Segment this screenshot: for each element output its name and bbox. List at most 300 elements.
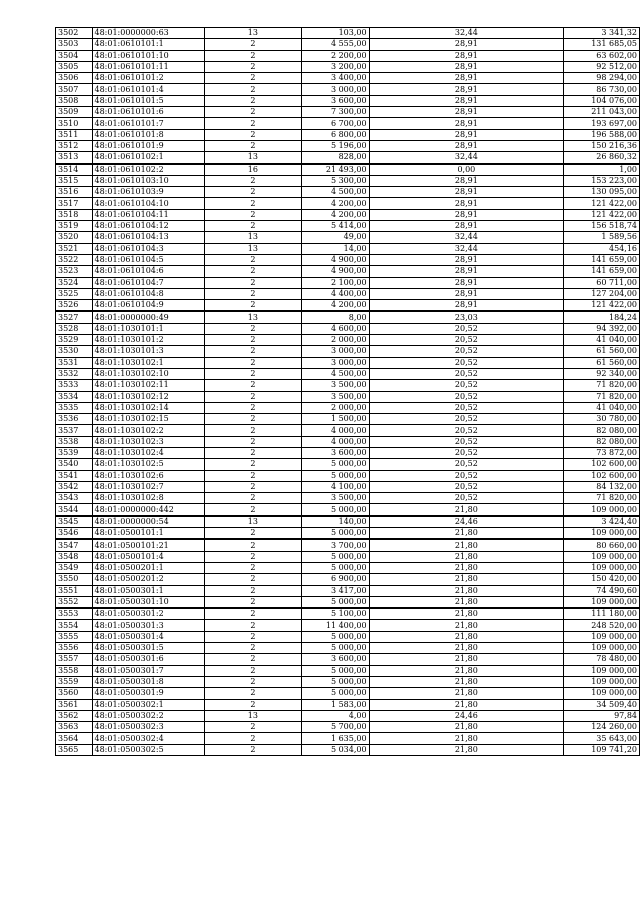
area-value-cell: 5 000,00 xyxy=(301,551,369,562)
table-row xyxy=(56,254,640,265)
row-number-cell: 3550 xyxy=(56,574,93,585)
cadastral-value-cell: 92 512,00 xyxy=(564,61,640,72)
cadastral-value-cell: 35 643,00 xyxy=(564,733,640,744)
cadastral-value-cell: 127 204,00 xyxy=(564,288,640,299)
row-number-cell: 3533 xyxy=(56,380,93,391)
cadastral-number-cell: 48:01:1030102:15 xyxy=(92,414,205,425)
cadastral-number-cell: 48:01:1030102:12 xyxy=(92,391,205,402)
table-row xyxy=(56,402,640,413)
area-value-cell: 828,00 xyxy=(301,152,369,164)
area-value-cell: 3 500,00 xyxy=(301,391,369,402)
row-number-cell: 3558 xyxy=(56,665,93,676)
cadastral-value-cell: 109 000,00 xyxy=(564,631,640,642)
specific-value-cell: 20,52 xyxy=(369,436,564,447)
specific-value-cell: 28,91 xyxy=(369,175,564,186)
row-number-cell: 3535 xyxy=(56,402,93,413)
row-number-cell: 3562 xyxy=(56,710,93,721)
land-category-cell: 2 xyxy=(205,254,301,265)
cadastral-value-cell: 30 780,00 xyxy=(564,414,640,425)
row-number-cell: 3541 xyxy=(56,470,93,481)
specific-value-cell: 21,80 xyxy=(369,608,564,620)
land-category-cell: 2 xyxy=(205,266,301,277)
cadastral-value-cell: 74 490,60 xyxy=(564,585,640,596)
area-value-cell: 21 493,00 xyxy=(301,164,369,176)
cadastral-value-cell: 102 600,00 xyxy=(564,470,640,481)
land-category-cell: 2 xyxy=(205,688,301,699)
cadastral-number-cell: 48:01:0610103:10 xyxy=(92,175,205,186)
specific-value-cell: 20,52 xyxy=(369,323,564,334)
table-row xyxy=(56,551,640,562)
cadastral-number-cell: 48:01:0610101:11 xyxy=(92,61,205,72)
cadastral-number-cell: 48:01:1030102:4 xyxy=(92,447,205,458)
specific-value-cell: 21,80 xyxy=(369,699,564,710)
cadastral-number-cell: 48:01:0610104:9 xyxy=(92,300,205,312)
area-value-cell: 4 400,00 xyxy=(301,288,369,299)
area-value-cell: 3 600,00 xyxy=(301,447,369,458)
land-category-cell: 2 xyxy=(205,368,301,379)
table-row xyxy=(56,277,640,288)
cadastral-value-cell: 109 000,00 xyxy=(564,504,640,516)
table-row xyxy=(56,710,640,721)
row-number-cell: 3539 xyxy=(56,447,93,458)
row-number-cell: 3509 xyxy=(56,107,93,118)
specific-value-cell: 20,52 xyxy=(369,391,564,402)
table-row xyxy=(56,620,640,631)
specific-value-cell: 21,80 xyxy=(369,688,564,699)
cadastral-number-cell: 48:01:0610104:12 xyxy=(92,221,205,232)
row-number-cell: 3565 xyxy=(56,744,93,755)
row-number-cell: 3542 xyxy=(56,481,93,492)
cadastral-value-cell: 130 095,00 xyxy=(564,187,640,198)
land-category-cell: 13 xyxy=(205,28,301,39)
cadastral-value-cell: 3 424,40 xyxy=(564,516,640,528)
area-value-cell: 4 500,00 xyxy=(301,187,369,198)
row-number-cell: 3502 xyxy=(56,28,93,39)
land-category-cell: 2 xyxy=(205,608,301,620)
row-number-cell: 3549 xyxy=(56,562,93,573)
table-row xyxy=(56,391,640,402)
cadastral-value-cell: 193 697,00 xyxy=(564,118,640,129)
table-row xyxy=(56,84,640,95)
land-category-cell: 2 xyxy=(205,481,301,492)
cadastral-number-cell: 48:01:0500301:9 xyxy=(92,688,205,699)
table-row xyxy=(56,733,640,744)
cadastral-number-cell: 48:01:0500301:3 xyxy=(92,620,205,631)
cadastral-value-cell: 109 000,00 xyxy=(564,665,640,676)
cadastral-value-cell: 121 422,00 xyxy=(564,198,640,209)
specific-value-cell: 28,91 xyxy=(369,107,564,118)
land-category-cell: 2 xyxy=(205,140,301,151)
row-number-cell: 3503 xyxy=(56,39,93,50)
specific-value-cell: 21,80 xyxy=(369,676,564,687)
area-value-cell: 4 900,00 xyxy=(301,266,369,277)
area-value-cell: 1 583,00 xyxy=(301,699,369,710)
cadastral-number-cell: 48:01:1030102:11 xyxy=(92,380,205,391)
cadastral-value-cell: 150 216,36 xyxy=(564,140,640,151)
specific-value-cell: 21,80 xyxy=(369,528,564,540)
cadastral-value-cell: 121 422,00 xyxy=(564,300,640,312)
area-value-cell: 49,00 xyxy=(301,232,369,243)
land-category-cell: 2 xyxy=(205,288,301,299)
row-number-cell: 3540 xyxy=(56,459,93,470)
land-category-cell: 2 xyxy=(205,209,301,220)
cadastral-value-cell: 71 820,00 xyxy=(564,380,640,391)
cadastral-value-cell: 109 741,20 xyxy=(564,744,640,755)
table-row xyxy=(56,243,640,254)
table-row xyxy=(56,459,640,470)
specific-value-cell: 21,80 xyxy=(369,504,564,516)
row-number-cell: 3516 xyxy=(56,187,93,198)
cadastral-number-cell: 48:01:0610104:10 xyxy=(92,198,205,209)
row-number-cell: 3510 xyxy=(56,118,93,129)
area-value-cell: 2 000,00 xyxy=(301,402,369,413)
row-number-cell: 3508 xyxy=(56,95,93,106)
specific-value-cell: 28,91 xyxy=(369,50,564,61)
row-number-cell: 3517 xyxy=(56,198,93,209)
land-category-cell: 2 xyxy=(205,620,301,631)
row-number-cell: 3546 xyxy=(56,528,93,540)
area-value-cell: 4 100,00 xyxy=(301,481,369,492)
area-value-cell: 5 034,00 xyxy=(301,744,369,755)
specific-value-cell: 21,80 xyxy=(369,574,564,585)
land-category-cell: 13 xyxy=(205,243,301,254)
row-number-cell: 3504 xyxy=(56,50,93,61)
land-category-cell: 2 xyxy=(205,414,301,425)
land-category-cell: 2 xyxy=(205,73,301,84)
land-category-cell: 2 xyxy=(205,95,301,106)
cadastral-number-cell: 48:01:0610102:2 xyxy=(92,164,205,176)
table-row xyxy=(56,688,640,699)
specific-value-cell: 28,91 xyxy=(369,300,564,312)
specific-value-cell: 21,80 xyxy=(369,620,564,631)
row-number-cell: 3530 xyxy=(56,346,93,357)
cadastral-number-cell: 48:01:0500301:10 xyxy=(92,596,205,608)
area-value-cell: 5 000,00 xyxy=(301,528,369,540)
table-row xyxy=(56,516,640,528)
land-category-cell: 2 xyxy=(205,699,301,710)
area-value-cell: 3 000,00 xyxy=(301,357,369,368)
cadastral-number-cell: 48:01:0000000:54 xyxy=(92,516,205,528)
row-number-cell: 3507 xyxy=(56,84,93,95)
cadastral-number-cell: 48:01:0500302:2 xyxy=(92,710,205,721)
cadastral-value-cell: 124 260,00 xyxy=(564,722,640,733)
area-value-cell: 4 600,00 xyxy=(301,323,369,334)
specific-value-cell: 20,52 xyxy=(369,368,564,379)
specific-value-cell: 28,91 xyxy=(369,39,564,50)
cadastral-value-cell: 82 080,00 xyxy=(564,436,640,447)
table-body xyxy=(56,28,640,756)
table-row xyxy=(56,574,640,585)
land-category-cell: 2 xyxy=(205,221,301,232)
land-category-cell: 2 xyxy=(205,551,301,562)
area-value-cell: 4 500,00 xyxy=(301,368,369,379)
specific-value-cell: 21,80 xyxy=(369,665,564,676)
cadastral-number-cell: 48:01:0610101:7 xyxy=(92,118,205,129)
table-row xyxy=(56,608,640,620)
land-category-cell: 2 xyxy=(205,562,301,573)
cadastral-number-cell: 48:01:0500301:8 xyxy=(92,676,205,687)
cadastral-value-cell: 73 872,00 xyxy=(564,447,640,458)
area-value-cell: 6 700,00 xyxy=(301,118,369,129)
land-category-cell: 13 xyxy=(205,152,301,164)
land-category-cell: 2 xyxy=(205,277,301,288)
specific-value-cell: 32,44 xyxy=(369,243,564,254)
cadastral-value-cell: 60 711,00 xyxy=(564,277,640,288)
land-category-cell: 2 xyxy=(205,722,301,733)
row-number-cell: 3523 xyxy=(56,266,93,277)
row-number-cell: 3531 xyxy=(56,357,93,368)
cadastral-value-cell: 1,00 xyxy=(564,164,640,176)
cadastral-number-cell: 48:01:0500302:3 xyxy=(92,722,205,733)
land-category-cell: 2 xyxy=(205,493,301,504)
cadastral-number-cell: 48:01:0610101:8 xyxy=(92,129,205,140)
area-value-cell: 1 500,00 xyxy=(301,414,369,425)
area-value-cell: 4 555,00 xyxy=(301,39,369,50)
table-row xyxy=(56,266,640,277)
specific-value-cell: 32,44 xyxy=(369,28,564,39)
cadastral-number-cell: 48:01:1030102:2 xyxy=(92,425,205,436)
land-category-cell: 2 xyxy=(205,744,301,755)
cadastral-number-cell: 48:01:0000000:63 xyxy=(92,28,205,39)
cadastral-number-cell: 48:01:1030101:2 xyxy=(92,335,205,346)
table-row xyxy=(56,107,640,118)
cadastral-value-cell: 82 080,00 xyxy=(564,425,640,436)
row-number-cell: 3512 xyxy=(56,140,93,151)
cadastral-value-cell: 97,84 xyxy=(564,710,640,721)
row-number-cell: 3545 xyxy=(56,516,93,528)
cadastral-number-cell: 48:01:0500301:7 xyxy=(92,665,205,676)
area-value-cell: 5 000,00 xyxy=(301,643,369,654)
cadastral-value-cell: 109 000,00 xyxy=(564,676,640,687)
land-category-cell: 2 xyxy=(205,596,301,608)
row-number-cell: 3548 xyxy=(56,551,93,562)
land-category-cell: 2 xyxy=(205,631,301,642)
row-number-cell: 3554 xyxy=(56,620,93,631)
cadastral-value-table xyxy=(55,27,640,756)
row-number-cell: 3553 xyxy=(56,608,93,620)
land-category-cell: 2 xyxy=(205,665,301,676)
specific-value-cell: 21,80 xyxy=(369,562,564,573)
cadastral-number-cell: 48:01:0610102:1 xyxy=(92,152,205,164)
specific-value-cell: 20,52 xyxy=(369,425,564,436)
area-value-cell: 3 600,00 xyxy=(301,654,369,665)
area-value-cell: 5 000,00 xyxy=(301,562,369,573)
land-category-cell: 2 xyxy=(205,470,301,481)
area-value-cell: 4 200,00 xyxy=(301,209,369,220)
specific-value-cell: 21,80 xyxy=(369,585,564,596)
land-category-cell: 2 xyxy=(205,380,301,391)
table-row xyxy=(56,152,640,164)
land-category-cell: 2 xyxy=(205,504,301,516)
land-category-cell: 2 xyxy=(205,447,301,458)
land-category-cell: 2 xyxy=(205,61,301,72)
cadastral-value-cell: 41 040,00 xyxy=(564,402,640,413)
table-row xyxy=(56,118,640,129)
cadastral-value-cell: 196 588,00 xyxy=(564,129,640,140)
table-row xyxy=(56,368,640,379)
cadastral-value-cell: 71 820,00 xyxy=(564,493,640,504)
land-category-cell: 2 xyxy=(205,300,301,312)
cadastral-value-cell: 156 518,74 xyxy=(564,221,640,232)
specific-value-cell: 21,80 xyxy=(369,551,564,562)
cadastral-number-cell: 48:01:0610104:5 xyxy=(92,254,205,265)
specific-value-cell: 20,52 xyxy=(369,470,564,481)
table-row xyxy=(56,676,640,687)
row-number-cell: 3532 xyxy=(56,368,93,379)
cadastral-value-cell: 184,24 xyxy=(564,311,640,323)
row-number-cell: 3561 xyxy=(56,699,93,710)
cadastral-number-cell: 48:01:1030102:10 xyxy=(92,368,205,379)
specific-value-cell: 21,80 xyxy=(369,539,564,551)
cadastral-value-cell: 98 294,00 xyxy=(564,73,640,84)
area-value-cell: 2 000,00 xyxy=(301,335,369,346)
specific-value-cell: 28,91 xyxy=(369,266,564,277)
specific-value-cell: 20,52 xyxy=(369,481,564,492)
specific-value-cell: 20,52 xyxy=(369,493,564,504)
row-number-cell: 3518 xyxy=(56,209,93,220)
table-row xyxy=(56,414,640,425)
area-value-cell: 4,00 xyxy=(301,710,369,721)
cadastral-value-cell: 80 660,00 xyxy=(564,539,640,551)
row-number-cell: 3524 xyxy=(56,277,93,288)
cadastral-value-cell: 84 132,00 xyxy=(564,481,640,492)
cadastral-number-cell: 48:01:0610104:6 xyxy=(92,266,205,277)
area-value-cell: 8,00 xyxy=(301,311,369,323)
cadastral-value-cell: 1 589,56 xyxy=(564,232,640,243)
row-number-cell: 3557 xyxy=(56,654,93,665)
table-row xyxy=(56,311,640,323)
cadastral-number-cell: 48:01:1030102:5 xyxy=(92,459,205,470)
table-row xyxy=(56,380,640,391)
area-value-cell: 3 500,00 xyxy=(301,380,369,391)
area-value-cell: 4 200,00 xyxy=(301,198,369,209)
area-value-cell: 5 000,00 xyxy=(301,665,369,676)
table-row xyxy=(56,232,640,243)
cadastral-number-cell: 48:01:0500302:1 xyxy=(92,699,205,710)
land-category-cell: 2 xyxy=(205,118,301,129)
cadastral-number-cell: 48:01:0500301:2 xyxy=(92,608,205,620)
cadastral-value-cell: 109 000,00 xyxy=(564,562,640,573)
land-category-cell: 2 xyxy=(205,676,301,687)
land-category-cell: 2 xyxy=(205,84,301,95)
row-number-cell: 3521 xyxy=(56,243,93,254)
cadastral-number-cell: 48:01:0610104:3 xyxy=(92,243,205,254)
land-category-cell: 13 xyxy=(205,516,301,528)
cadastral-value-cell: 109 000,00 xyxy=(564,643,640,654)
area-value-cell: 5 000,00 xyxy=(301,504,369,516)
area-value-cell: 6 800,00 xyxy=(301,129,369,140)
area-value-cell: 4 000,00 xyxy=(301,436,369,447)
area-value-cell: 4 200,00 xyxy=(301,300,369,312)
area-value-cell: 5 700,00 xyxy=(301,722,369,733)
table-row xyxy=(56,528,640,540)
table-row xyxy=(56,699,640,710)
table-row xyxy=(56,436,640,447)
cadastral-value-cell: 131 685,05 xyxy=(564,39,640,50)
cadastral-value-cell: 61 560,00 xyxy=(564,357,640,368)
cadastral-value-cell: 34 509,40 xyxy=(564,699,640,710)
row-number-cell: 3547 xyxy=(56,539,93,551)
land-category-cell: 2 xyxy=(205,357,301,368)
cadastral-value-cell: 94 392,00 xyxy=(564,323,640,334)
cadastral-number-cell: 48:01:0610101:2 xyxy=(92,73,205,84)
table-row xyxy=(56,744,640,755)
land-category-cell: 2 xyxy=(205,175,301,186)
table-row xyxy=(56,300,640,312)
area-value-cell: 5 000,00 xyxy=(301,470,369,481)
area-value-cell: 5 196,00 xyxy=(301,140,369,151)
table-row xyxy=(56,504,640,516)
table-row xyxy=(56,39,640,50)
land-category-cell: 2 xyxy=(205,528,301,540)
cadastral-value-cell: 104 076,00 xyxy=(564,95,640,106)
cadastral-number-cell: 48:01:1030101:1 xyxy=(92,323,205,334)
land-category-cell: 2 xyxy=(205,574,301,585)
specific-value-cell: 28,91 xyxy=(369,221,564,232)
cadastral-value-cell: 102 600,00 xyxy=(564,459,640,470)
cadastral-number-cell: 48:01:0610101:9 xyxy=(92,140,205,151)
specific-value-cell: 28,91 xyxy=(369,118,564,129)
row-number-cell: 3522 xyxy=(56,254,93,265)
table-row xyxy=(56,346,640,357)
table-row xyxy=(56,665,640,676)
row-number-cell: 3556 xyxy=(56,643,93,654)
specific-value-cell: 28,91 xyxy=(369,288,564,299)
cadastral-number-cell: 48:01:0610101:5 xyxy=(92,95,205,106)
area-value-cell: 5 100,00 xyxy=(301,608,369,620)
area-value-cell: 3 000,00 xyxy=(301,346,369,357)
cadastral-value-cell: 41 040,00 xyxy=(564,335,640,346)
table-row xyxy=(56,481,640,492)
area-value-cell: 5 300,00 xyxy=(301,175,369,186)
area-value-cell: 2 100,00 xyxy=(301,277,369,288)
area-value-cell: 140,00 xyxy=(301,516,369,528)
area-value-cell: 5 000,00 xyxy=(301,596,369,608)
table-row xyxy=(56,654,640,665)
table-row xyxy=(56,357,640,368)
row-number-cell: 3552 xyxy=(56,596,93,608)
row-number-cell: 3525 xyxy=(56,288,93,299)
cadastral-number-cell: 48:01:1030102:1 xyxy=(92,357,205,368)
specific-value-cell: 20,52 xyxy=(369,402,564,413)
cadastral-number-cell: 48:01:0500301:4 xyxy=(92,631,205,642)
specific-value-cell: 28,91 xyxy=(369,277,564,288)
cadastral-number-cell: 48:01:0000000:49 xyxy=(92,311,205,323)
table-row xyxy=(56,28,640,39)
land-category-cell: 2 xyxy=(205,129,301,140)
area-value-cell: 3 200,00 xyxy=(301,61,369,72)
row-number-cell: 3506 xyxy=(56,73,93,84)
row-number-cell: 3515 xyxy=(56,175,93,186)
row-number-cell: 3513 xyxy=(56,152,93,164)
land-category-cell: 2 xyxy=(205,391,301,402)
cadastral-number-cell: 48:01:1030101:3 xyxy=(92,346,205,357)
cadastral-value-cell: 153 223,00 xyxy=(564,175,640,186)
cadastral-number-cell: 48:01:0610101:4 xyxy=(92,84,205,95)
land-category-cell: 2 xyxy=(205,436,301,447)
land-category-cell: 2 xyxy=(205,107,301,118)
area-value-cell: 103,00 xyxy=(301,28,369,39)
table-row xyxy=(56,643,640,654)
cadastral-number-cell: 48:01:0610101:1 xyxy=(92,39,205,50)
table-row xyxy=(56,187,640,198)
specific-value-cell: 24,46 xyxy=(369,710,564,721)
area-value-cell: 2 200,00 xyxy=(301,50,369,61)
row-number-cell: 3536 xyxy=(56,414,93,425)
table-row xyxy=(56,198,640,209)
table-row xyxy=(56,129,640,140)
table-row xyxy=(56,95,640,106)
